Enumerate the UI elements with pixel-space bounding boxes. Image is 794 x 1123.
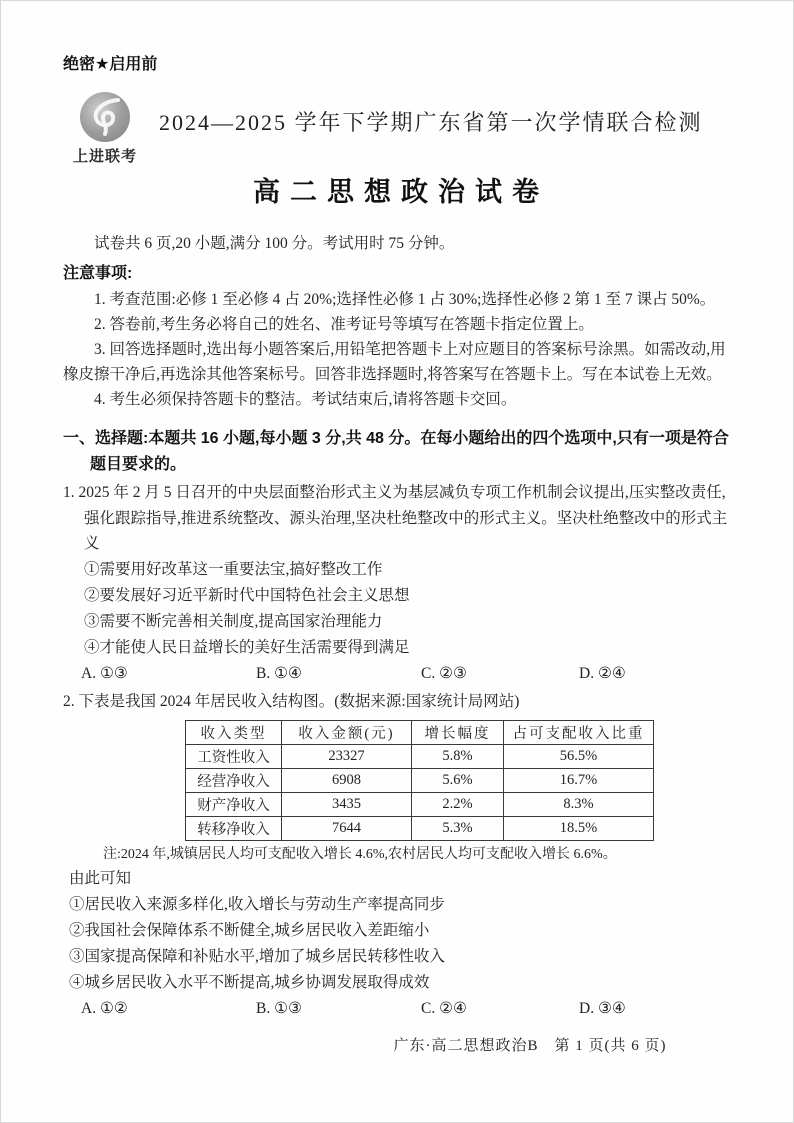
table-header-row xyxy=(186,721,654,745)
table-header-growth-rate: 增长幅度 xyxy=(412,721,504,745)
cell-property-amount: 3435 xyxy=(282,793,412,817)
cell-wage-growth: 5.8% xyxy=(412,745,504,769)
question-1-choice-d: D. ②④ xyxy=(579,664,626,682)
cell-property-type: 财产净收入 xyxy=(186,793,282,817)
question-1 xyxy=(63,480,739,687)
question-2-choices xyxy=(81,996,739,1022)
question-1-choices xyxy=(81,661,739,687)
question-2-option-3: ③国家提高保障和补贴水平,增加了城乡居民转移性收入 xyxy=(69,948,445,965)
cell-business-growth: 5.6% xyxy=(412,769,504,793)
cell-wage-type: 工资性收入 xyxy=(186,745,282,769)
question-1-choice-b: B. ①④ xyxy=(256,664,302,682)
question-1-option-1: ①需要用好改革这一重要法宝,搞好整改工作 xyxy=(84,560,383,578)
table-header-income-type: 收入类型 xyxy=(186,721,282,745)
question-2-option-1: ①居民收入来源多样化,收入增长与劳动生产率提高同步 xyxy=(69,896,445,913)
question-1-option-3: ③需要不断完善相关制度,提高国家治理能力 xyxy=(84,612,383,630)
notice-heading: 注意事项: xyxy=(63,265,133,282)
question-2-choice-c: C. ②④ xyxy=(421,1000,467,1017)
question-2-choice-d: D. ③④ xyxy=(579,1000,626,1017)
cell-transfer-type: 转移净收入 xyxy=(186,817,282,841)
question-2-lead-in: 由此可知 xyxy=(69,870,132,887)
question-1-option-4: ④才能使人民日益增长的美好生活需要得到满足 xyxy=(84,638,410,656)
table-row xyxy=(186,769,654,793)
section-heading-choice-questions: 一、选择题:本题共 16 小题,每小题 3 分,共 48 分。在每小题给出的四个选项中,只有一项是符合题目要求的。 xyxy=(63,430,729,473)
notice-item-4: 4. 考生必须保持答题卡的整洁。考试结束后,请将答题卡交回。 xyxy=(94,391,517,408)
notice-item-1: 1. 考查范围:必修 1 至必修 4 占 20%;选择性必修 1 占 30%;选择性必修 2 第 1 至 7 课占 50%。 xyxy=(94,291,716,308)
question-2-option-4: ④城乡居民收入水平不断提高,城乡协调发展取得成效 xyxy=(69,974,430,991)
notice-item-3: 3. 回答选择题时,选出每小题答案后,用铅笔把答题卡上对应题目的答案标号涂黑。如需改动,用橡皮擦干净后,再选涂其他答案标号。回答非选择题时,将答案写在答题卡上。写在本试卷上无效。 xyxy=(63,341,726,383)
question-1-option-2: ②要发展好习近平新时代中国特色社会主义思想 xyxy=(84,586,410,604)
income-structure-table xyxy=(185,720,654,841)
question-2-choice-a: A. ①② xyxy=(81,1000,128,1017)
cell-business-type: 经营净收入 xyxy=(186,769,282,793)
cell-transfer-growth: 5.3% xyxy=(412,817,504,841)
table-row xyxy=(186,793,654,817)
question-2-choice-b: B. ①③ xyxy=(256,1000,302,1017)
security-label: 绝密★启用前 xyxy=(63,56,158,73)
table-row xyxy=(186,817,654,841)
question-1-choice-a: A. ①③ xyxy=(81,664,128,682)
paper-info: 试卷共 6 页,20 小题,满分 100 分。考试用时 75 分钟。 xyxy=(94,235,455,252)
exam-brand-logo xyxy=(63,90,147,166)
question-2-stem: 2. 下表是我国 2024 年居民收入结构图。(数据来源:国家统计局网站) xyxy=(63,692,520,710)
logo-caption: 上进联考 xyxy=(72,148,137,165)
question-2 xyxy=(63,689,739,1023)
page-content xyxy=(1,1,793,1055)
table-row xyxy=(186,745,654,769)
cell-wage-share: 56.5% xyxy=(504,745,654,769)
question-2-option-2: ②我国社会保障体系不断健全,城乡居民收入差距缩小 xyxy=(69,922,430,939)
exam-session-title: 2024—2025 学年下学期广东省第一次学情联合检测 xyxy=(159,110,703,135)
table-note: 注:2024 年,城镇居民人均可支配收入增长 4.6%,农村居民人均可支配收入增长 6.6%。 xyxy=(103,847,617,862)
cell-property-share: 8.3% xyxy=(504,793,654,817)
cell-property-growth: 2.2% xyxy=(412,793,504,817)
question-1-choice-c: C. ②③ xyxy=(421,664,467,682)
paper-title: 高二思想政治试卷 xyxy=(253,177,549,207)
table-header-share: 占可支配收入比重 xyxy=(504,721,654,745)
table-header-income-amount: 收入金额(元) xyxy=(282,721,412,745)
cell-transfer-amount: 7644 xyxy=(282,817,412,841)
cell-transfer-share: 18.5% xyxy=(504,817,654,841)
question-1-stem: 1. 2025 年 2 月 5 日召开的中央层面整治形式主义为基层减负专项工作机制会议提出,压实整改责任,强化跟踪指导,推进系统整改、源头治理,坚决杜绝整改中的形式主义。坚决杜绝整改中的形式主义 xyxy=(63,484,728,552)
cell-wage-amount: 23327 xyxy=(282,745,412,769)
cell-business-share: 16.7% xyxy=(504,769,654,793)
page-footer: 广东·高二思想政治B 第 1 页(共 6 页) xyxy=(393,1038,667,1054)
notice-item-2: 2. 答卷前,考生务必将自己的姓名、准考证号等填写在答题卡指定位置上。 xyxy=(94,316,594,333)
swirl-logo-icon xyxy=(63,90,147,144)
paper-header xyxy=(63,90,739,166)
cell-business-amount: 6908 xyxy=(282,769,412,793)
